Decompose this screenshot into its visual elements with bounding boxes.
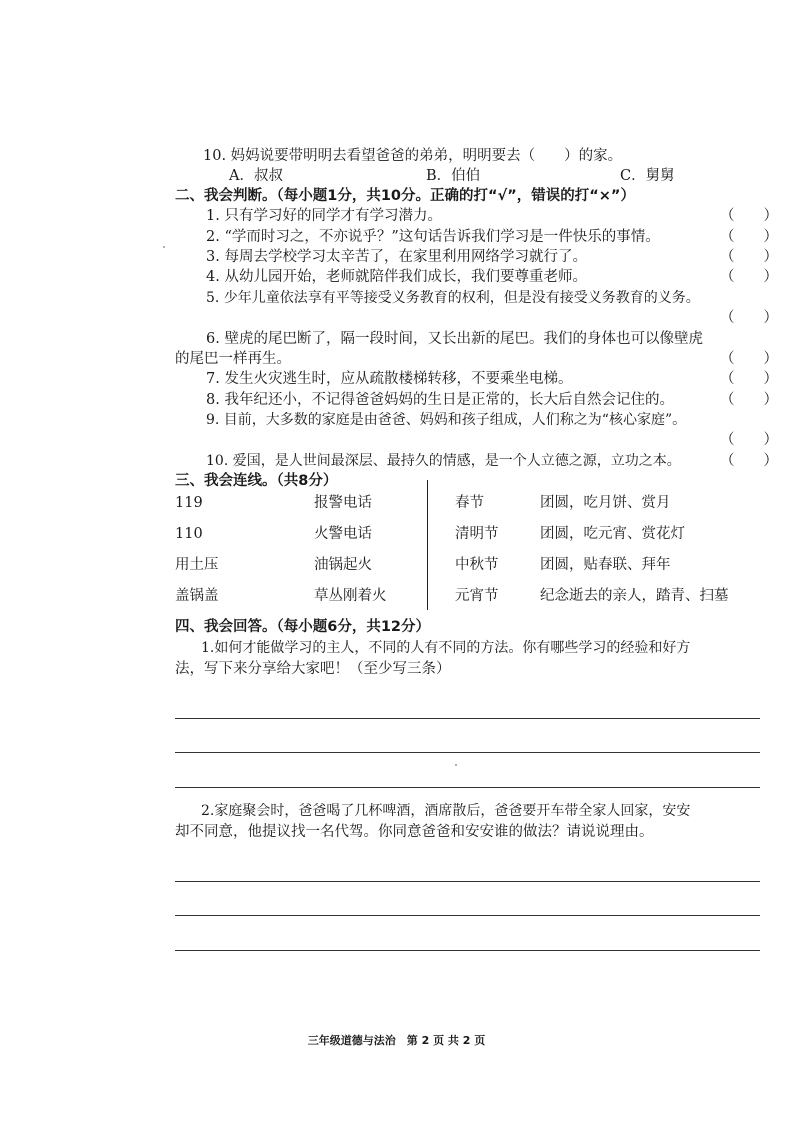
judge-paren-8[interactable]: （ ） [720,392,778,408]
match-left-target[interactable]: 草丛刚着火 [314,588,387,604]
judge-item-1: 1. 只有学习好的同学才有学习潜力。 [206,208,442,224]
judge-paren-1[interactable]: （ ） [720,208,778,224]
judge-item-5: 5. 少年儿童依法享有平等接受义务教育的权利，但是没有接受义务教育的义务。 [206,290,700,306]
answer-q2-writing-line[interactable] [175,881,760,882]
match-divider [427,480,428,610]
match-right-target[interactable]: 团圆，吃月饼、赏月 [540,495,671,511]
judge-item-9: 9. 目前，大多数的家庭是由爸爸、妈妈和孩子组成，人们称之为“核心家庭”。 [206,412,687,428]
match-right-target[interactable]: 纪念逝去的亲人，踏青、扫墓 [540,588,729,604]
judge-item-2: 2. “学而时习之，不亦说乎？”这句话告诉我们学习是一件快乐的事情。 [206,229,660,245]
judge-paren-9[interactable]: （ ） [720,432,778,448]
answer-q2-writing-line[interactable] [175,950,760,951]
judge-item-8: 8. 我年纪还小，不记得爸爸妈妈的生日是正常的，长大后自然会记住的。 [206,392,674,408]
section-answer-title: 四、我会回答。（每小题6分，共12分） [175,619,431,635]
match-right-target[interactable]: 团圆，吃元宵、赏花灯 [540,526,685,542]
judge-item-7: 7. 发生火灾逃生时，应从疏散楼梯转移，不要乘坐电梯。 [206,371,573,387]
judge-paren-5[interactable]: （ ） [720,310,778,326]
section-judge-title: 二、我会判断。（每小题1分，共10分。正确的打“√”，错误的打“×”） [175,188,635,204]
match-right-target[interactable]: 团圆，贴春联、拜年 [540,557,671,573]
section-match-title: 三、我会连线。（共8分） [175,473,338,489]
match-right-item[interactable]: 中秋节 [455,557,499,573]
match-left-item[interactable]: 110 [175,526,203,542]
question-10: 10. 妈妈说要带明明去看望爸爸的弟弟，明明要去（ ）的家。 [203,148,623,164]
answer-q2-line1: 2.家庭聚会时，爸爸喝了几杯啤酒，酒席散后，爸爸要开车带全家人回家，安安 [201,803,691,819]
answer-q1-writing-line[interactable] [175,787,760,788]
match-left-item[interactable]: 119 [175,495,203,511]
match-left-item[interactable]: 用土压 [175,557,219,573]
match-left-target[interactable]: 火警电话 [314,526,372,542]
judge-item-6: 6. 壁虎的尾巴断了，隔一段时间，又长出新的尾巴。我们的身体也可以像壁虎 [206,331,703,347]
page-footer: 三年级道德与法治 第 2 页 共 2 页 [307,1034,486,1047]
match-right-item[interactable]: 清明节 [455,526,499,542]
scan-speck [455,764,457,766]
judge-paren-2[interactable]: （ ） [720,229,778,245]
judge-paren-7[interactable]: （ ） [720,371,778,387]
answer-q1-line2: 法，写下来分享给大家吧！（至少写三条） [175,661,451,677]
judge-paren-3[interactable]: （ ） [720,249,778,265]
answer-q2-writing-line[interactable] [175,915,760,916]
option-b: B．伯伯 [426,168,481,184]
answer-q1-line1: 1.如何才能做学习的主人，不同的人有不同的方法。你有哪些学习的经验和好方 [201,640,691,656]
match-left-target[interactable]: 报警电话 [314,495,372,511]
answer-q1-writing-line[interactable] [175,752,760,753]
judge-item-4: 4. 从幼儿园开始，老师就陪伴我们成长，我们要尊重老师。 [206,269,587,285]
match-right-item[interactable]: 元宵节 [455,588,499,604]
match-left-target[interactable]: 油锅起火 [314,557,372,573]
match-right-item[interactable]: 春节 [455,495,484,511]
judge-paren-10[interactable]: （ ） [720,453,778,469]
judge-item-3: 3. 每周去学校学习太辛苦了，在家里利用网络学习就行了。 [206,249,587,265]
option-a: A．叔叔 [229,168,283,184]
scan-speck [163,246,165,248]
judge-item-10: 10. 爱国，是人世间最深层、最持久的情感，是一个人立德之源，立功之本。 [206,453,681,469]
answer-q1-writing-line[interactable] [175,718,760,719]
answer-q2-line2: 却不同意，他提议找一名代驾。你同意爸爸和安安谁的做法？请说说理由。 [175,824,654,840]
judge-paren-6[interactable]: （ ） [720,351,778,367]
match-left-item[interactable]: 盖锅盖 [175,588,219,604]
judge-paren-4[interactable]: （ ） [720,269,778,285]
option-c: C．舅舅 [620,168,675,184]
judge-item-6-cont: 的尾巴一样再生。 [175,351,291,367]
